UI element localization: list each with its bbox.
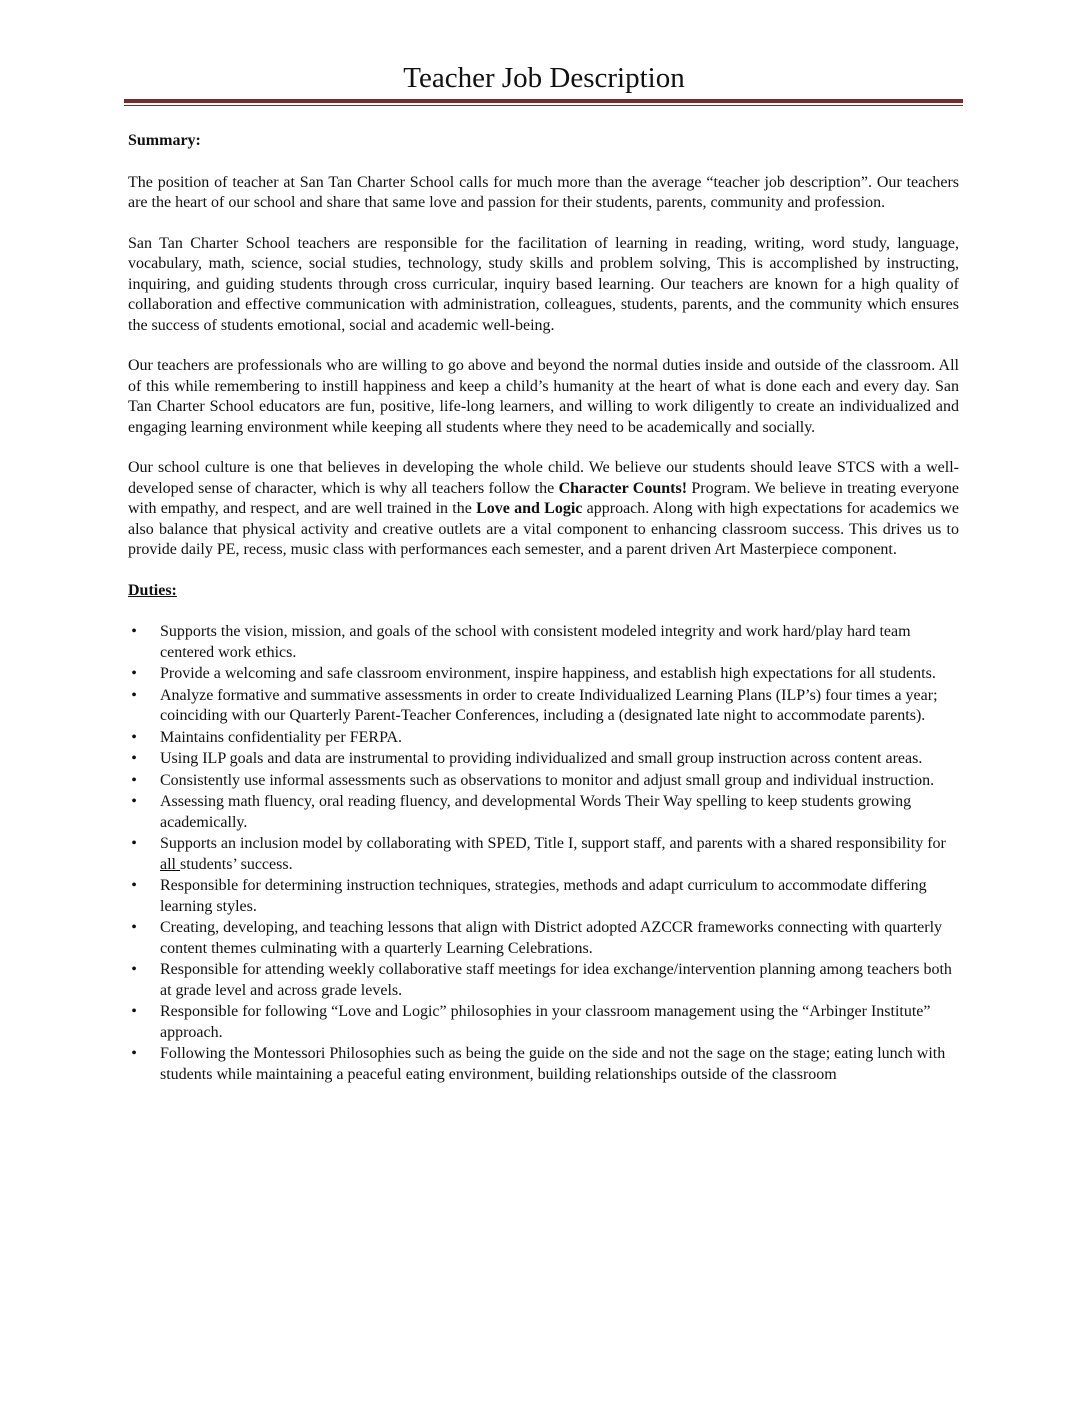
duty-text: Assessing math fluency, oral reading fluency, and developmental Words Their Way spelling to keep students growing academically. xyxy=(160,793,912,831)
p4-text-a: Our school culture is one that believes in developing the whole child. We believe our students should leave STCS with a well-developed sense of character, which is why all teachers follow the xyxy=(128,459,959,497)
duties-heading: Duties: xyxy=(128,581,177,599)
summary-paragraph-4 xyxy=(128,458,959,561)
duty-item xyxy=(128,686,959,727)
duty-text: Following the Montessori Philosophies such as being the guide on the side and not the sage on the stage; eating lunch with students while maintaining a peaceful eating environment, building relationships outside of the classroom xyxy=(160,1045,946,1083)
duty-text-b: students’ success. xyxy=(180,855,293,873)
duty-text: Supports the vision, mission, and goals of the school with consistent modeled integrity and work hard/play hard team centered work ethics. xyxy=(160,623,911,661)
duty-item xyxy=(128,960,959,1001)
summary-paragraph-3: Our teachers are professionals who are willing to go above and beyond the normal duties inside and outside of the classroom. All of this while remembering to instill happiness and keep a child’s humanity at the heart of what is done each and every day. San Tan Charter School educators are fun, positive, life-long learners, and willing to work diligently to create an individualized and engaging learning environment while keeping all students where they need to be academically and socially. xyxy=(128,357,959,436)
duty-item xyxy=(128,664,959,685)
p4-text-e: approach. Along with high expectations for academics we also balance that physical activity and creative outlets are a vital component to enhancing classroom success. This drives us to provide daily PE, recess, music class with performances each semester, and a parent driven Art Masterpiece component. xyxy=(128,500,959,558)
p4-text-c: Program. We believe in treating everyone with empathy, and respect, and are well trained in the xyxy=(128,479,960,517)
duty-item xyxy=(128,1044,959,1085)
duty-item xyxy=(128,918,959,959)
duty-text: Creating, developing, and teaching lessons that align with District adopted AZCCR frameworks connecting with quarterly content themes culminating with a quarterly Learning Celebrations. xyxy=(160,919,943,957)
bullet-icon: • xyxy=(131,623,137,640)
bullet-icon: • xyxy=(131,1003,137,1020)
duty-item xyxy=(128,622,959,663)
bullet-icon: • xyxy=(131,793,137,810)
love-and-logic-bold: Love and Logic xyxy=(476,500,583,517)
duty-text: Consistently use informal assessments such as observations to monitor and adjust small group and individual instruction. xyxy=(160,771,935,789)
character-counts-bold: Character Counts! xyxy=(558,479,688,497)
summary-paragraph-1: The position of teacher at San Tan Charter School calls for much more than the average “teacher job description”. Our teachers are the heart of our school and share that same love and passion for their students, parents, community and profession. xyxy=(128,173,959,211)
bullet-icon: • xyxy=(131,877,137,894)
duty-text: Provide a welcoming and safe classroom environment, inspire happiness, and establish high expectations for all students. xyxy=(160,665,936,682)
bullet-icon: • xyxy=(131,728,137,746)
summary-paragraph-2: San Tan Charter School teachers are responsible for the facilitation of learning in reading, writing, word study, language, vocabulary, math, science, social studies, technology, study skills and problem solving, This is accomplished by instructing, inquiring, and guiding students through cross curricular, inquiry based learning. Our teachers are known for a high quality of collaboration and effective communication with administration, colleagues, students, parents, and the community which ensures the success of students emotional, social and academic well-being. xyxy=(128,234,959,334)
bullet-icon: • xyxy=(131,686,137,704)
duty-item xyxy=(128,728,959,749)
bullet-icon: • xyxy=(131,750,137,767)
duties-list xyxy=(128,622,959,1085)
duty-text: Maintains confidentiality per FERPA. xyxy=(160,728,403,746)
duty-text: Responsible for attending weekly collaborative staff meetings for idea exchange/intervention planning among teachers both at grade level and across grade levels. xyxy=(160,961,952,999)
duty-item xyxy=(128,1002,959,1043)
bullet-icon: • xyxy=(131,919,137,936)
bullet-icon: • xyxy=(131,771,137,789)
bullet-icon: • xyxy=(131,1045,137,1062)
document-body xyxy=(128,131,959,1086)
duty-text: Responsible for determining instruction techniques, strategies, methods and adapt curriculum to accommodate differing learning styles. xyxy=(160,877,927,915)
duty-text: Responsible for following “Love and Logic” philosophies in your classroom management using the “Arbinger Institute” approach. xyxy=(160,1003,931,1041)
duty-item xyxy=(128,771,959,792)
duty-text-underlined: all xyxy=(160,855,180,873)
summary-heading: Summary: xyxy=(128,132,201,149)
title-rule-thick xyxy=(124,99,963,103)
duty-item xyxy=(128,749,959,770)
bullet-icon: • xyxy=(131,665,137,682)
title-rule-thin xyxy=(124,105,963,106)
duty-item xyxy=(128,792,959,833)
duty-item xyxy=(128,876,959,917)
duty-item xyxy=(128,834,959,875)
bullet-icon: • xyxy=(131,835,137,852)
duty-text-a: Supports an inclusion model by collaborating with SPED, Title I, support staff, and parents with a shared responsibility for xyxy=(160,835,946,852)
duty-text: Analyze formative and summative assessments in order to create Individualized Learning Plans (ILP’s) four times a year; coinciding with our Quarterly Parent-Teacher Conferences, including a (designated late night to accommodate parents). xyxy=(160,686,938,724)
page-title: Teacher Job Description xyxy=(403,62,685,94)
bullet-icon: • xyxy=(131,961,137,978)
duty-text: Using ILP goals and data are instrumental to providing individualized and small group instruction across content areas. xyxy=(160,750,923,767)
